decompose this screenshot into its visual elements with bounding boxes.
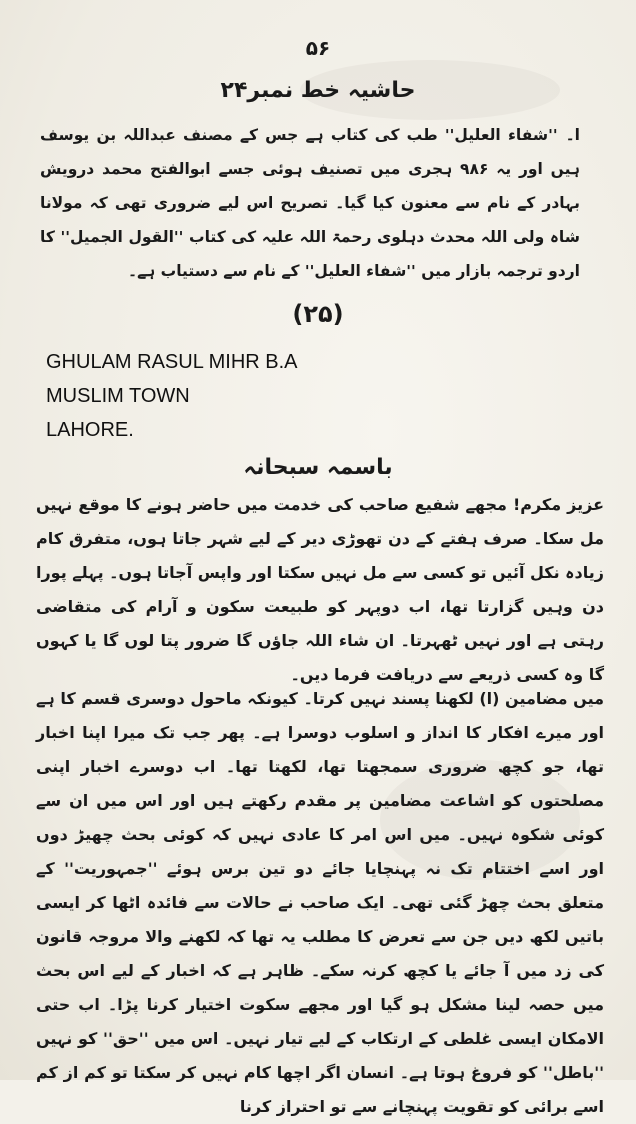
footnote (40, 118, 580, 288)
footnote-text: ''شفاء العلیل'' طب کی کتاب ہے جس کے مصنف عبداللہ بن یوسف ہیں اور یہ ۹۸۶ ہجری میں تصنیف ہوئی جسے ابوالفتح محمد درویش بہادر کے نام سے معنون کیا گیا۔ تصریح اس لیے ضروری تھی کہ مولانا شاہ ولی اللہ محدث دہلوی رحمۃ اللہ علیہ کی کتاب ''القول الجمیل'' کا اردو ترجمہ بازار میں ''شفاء العلیل'' کے نام سے دستیاب ہے۔ (40, 126, 580, 280)
address-block (46, 345, 298, 447)
address-line-street: MUSLIM TOWN (46, 385, 190, 407)
paragraph-2: میں مضامین (ا) لکھنا پسند نہیں کرتا۔ کیونکہ ماحول دوسری قسم کا ہے اور میرے افکار کا انداز و اسلوب دوسرا ہے۔ پھر جب تک میرا اپنا اخبار تھا، جو کچھ ضروری سمجھتا تھا، لکھتا تھا۔ اب دوسرے اخبار اپنی مصلحتوں کو اشاعت مضامین پر مقدم رکھتے ہیں اور اس میں ان سے کوئی شکوہ نہیں۔ میں اس امر کا عادی نہیں کہ کوئی بحث چھیڑ دوں اور اسے اختتام تک نہ پہنچایا جائے دو تین برس ہوئے ''جمہوریت'' کے متعلق بحث چھڑ گئی تھی۔ ایک صاحب نے حالات سے فائدہ اٹھا کر ایسی باتیں لکھ دیں جن سے تعرض کا مطلب یہ تھا کہ لکھنے والا مروجہ قانون کی زد میں آ جائے یا کچھ کرنہ سکے۔ ظاہر ہے کہ اخبار کے لیے اس بحث میں حصہ لینا مشکل ہو گیا اور مجھے سکوت اختیار کرنا پڑا۔ اب حتی الامکان ایسی غلطی کے ارتکاب کے لیے تیار نہیں۔ اس میں ''حق'' کو نہیں ''باطل'' کو فروغ ہوتا ہے۔ انسان اگر اچھا کام نہیں کر سکتا تو کم از کم اسے برائی کو تقویت پہنچانے سے تو احتراز کرنا (36, 689, 604, 1116)
address-line-name: GHULAM RASUL MIHR B.A (46, 351, 298, 373)
salutation-heading: باسمہ سبحانہ (243, 455, 393, 480)
footnote-number: ا۔ (565, 126, 580, 144)
address-line-city: LAHORE. (46, 419, 134, 441)
paragraph-1: عزیز مکرم! مجھے شفیع صاحب کی خدمت میں حاضر ہونے کا موقع نہیں مل سکا۔ صرف ہفتے کے دن تھوڑی دیر کے لیے شہر جاتا ہوں، متفرق کام زیادہ نکل آئیں تو کسی سے مل نہیں سکتا اور واپس آجاتا ہوں۔ پہلے پورا دن وہیں گزارتا تھا، اب دوپہر کو طبیعت سکون و آرام کی متقاضی رہتی ہے اور نہیں ٹھہرتا۔ ان شاء اللہ جاؤں گا ضرور پتا لوں گا یا کہوں گا وہ کسی ذریعے سے دریافت فرما دیں۔ (35, 495, 604, 684)
footnote-heading: حاشیہ خط نمبر۲۴ (220, 78, 416, 103)
page-number: ۵۶ (305, 36, 331, 60)
letter-number: (۲۵) (292, 300, 344, 328)
